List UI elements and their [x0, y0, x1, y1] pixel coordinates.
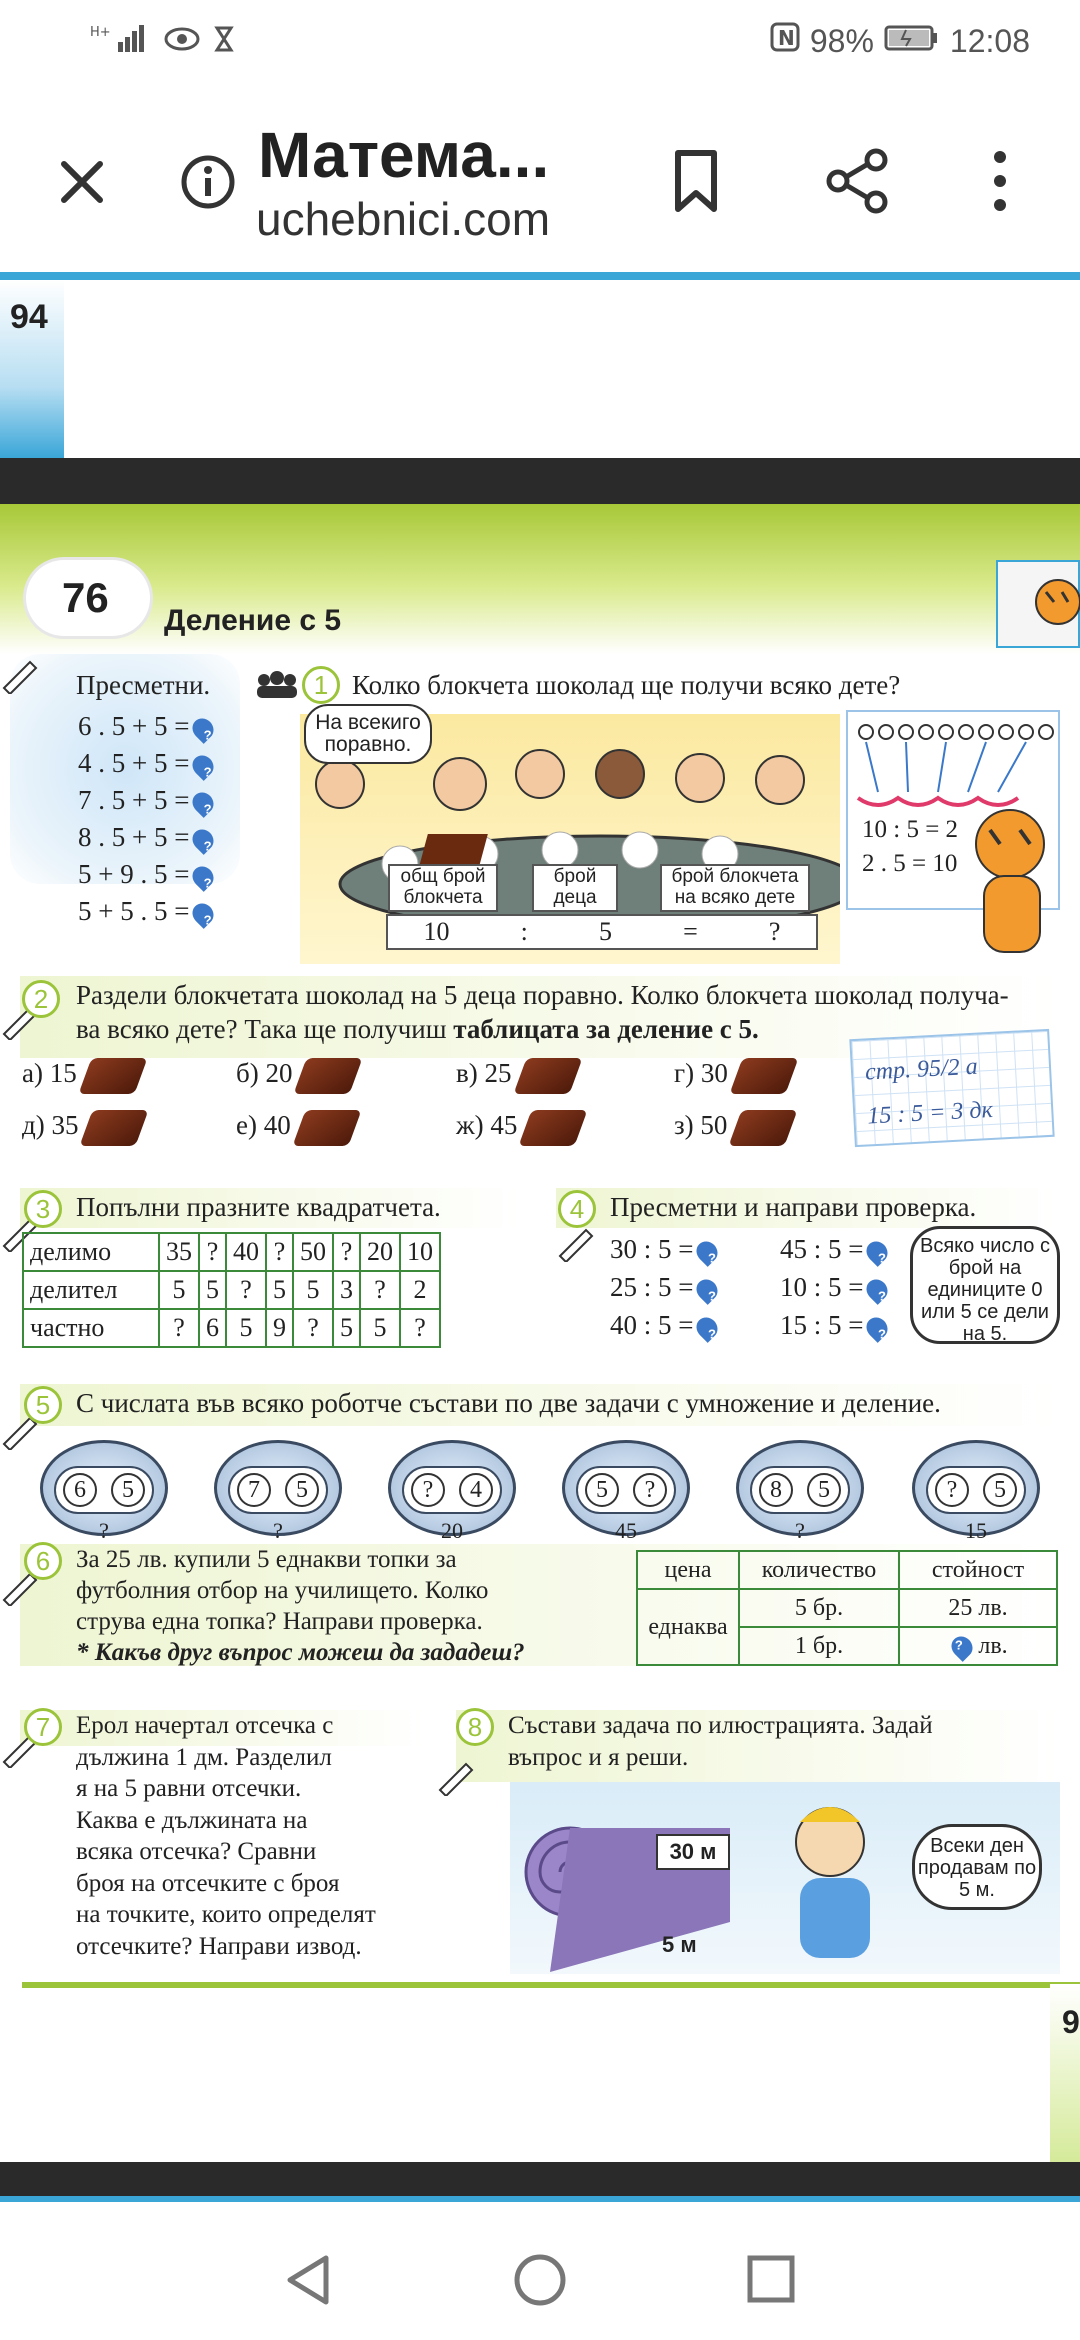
eq-value: 10 [423, 917, 450, 946]
roll-length-label: 30 м [656, 1834, 730, 1870]
pencil-icon [436, 1756, 476, 1801]
table-cell: 5 [266, 1271, 293, 1309]
robot-card [388, 1440, 516, 1544]
chocolate-icon [729, 1110, 798, 1146]
speech-bubble: На всекиго поравно. [304, 704, 432, 764]
table-cell: 35 [159, 1233, 199, 1271]
lesson-title: Деление с 5 [164, 604, 342, 637]
answer-pin-icon [863, 1275, 893, 1305]
warmup-label: Пресметни. [76, 670, 211, 700]
page-separator [0, 458, 1080, 504]
robot-card [912, 1440, 1040, 1544]
chocolate-icon [513, 1058, 582, 1094]
tiger-mascot-image [996, 560, 1080, 648]
note-line: стр. 95/2 а [864, 1053, 979, 1086]
table-cell: ? [293, 1309, 333, 1347]
answer-pin-icon [189, 899, 219, 929]
table-cell: ? [360, 1271, 400, 1309]
chocolate-item: ж) 45 [456, 1110, 581, 1146]
task3-table [22, 1232, 441, 1348]
robot-face [228, 1466, 328, 1514]
nfc-icon [770, 22, 800, 60]
task2-text2 [76, 1014, 759, 1045]
hourglass-icon [214, 24, 234, 61]
eq-operator: : [520, 917, 528, 946]
chocolate-icon [294, 1058, 363, 1094]
page-title: Матема... [258, 119, 550, 191]
task4-item: 25 : 5 =? [610, 1268, 717, 1306]
task2-items [22, 1058, 842, 1168]
chocolate-icon [729, 1058, 798, 1094]
lesson-number: 76 [62, 574, 109, 621]
table-cell: 25 лв. [899, 1589, 1057, 1627]
info-icon[interactable] [176, 150, 240, 214]
toolbar-divider [0, 272, 1080, 280]
answer-pin-icon [863, 1237, 893, 1267]
warmup-item: 7 . 5 + 5 =? [78, 782, 213, 819]
previous-page-area [0, 280, 1080, 458]
task4-item: 30 : 5 =? [610, 1230, 717, 1268]
task6-number: 6 [24, 1542, 62, 1580]
table-cell: 5 бр. [739, 1589, 899, 1627]
cut-length-label: 5 м [662, 1932, 697, 1957]
notebook-note [849, 1029, 1054, 1147]
task8-line: Състави задача по илюстрацията. Задай [508, 1712, 933, 1739]
table-cell: 1 бр. [739, 1627, 899, 1665]
task2-number: 2 [22, 980, 60, 1018]
share-icon[interactable] [822, 146, 892, 216]
table-row [23, 1233, 440, 1271]
chocolate-item: г) 30 [674, 1058, 792, 1094]
robot-card [214, 1440, 342, 1544]
task4-number: 4 [558, 1190, 596, 1228]
task7-line: я на 5 равни отсечки. [76, 1775, 302, 1802]
task7-number: 7 [24, 1708, 62, 1746]
task1-number: 1 [302, 666, 340, 704]
table-row [23, 1271, 440, 1309]
task6-line: За 25 лв. купили 5 еднакви топки за [76, 1546, 457, 1573]
table-header: цена [637, 1551, 739, 1589]
task6-text [76, 1544, 525, 1668]
table-cell: 2 [400, 1271, 440, 1309]
svg-text:N: N [777, 26, 795, 50]
table-cell: 3 [333, 1271, 360, 1309]
task1-equation [386, 914, 818, 950]
label-children: брой деца [532, 864, 618, 912]
task5-text: С числата във всяко роботче състави по две задачи с умножение и деление. [76, 1388, 941, 1418]
chocolate-item: в) 25 [456, 1058, 576, 1094]
task4-text: Пресметни и направи проверка. [610, 1192, 977, 1222]
task3-number: 3 [24, 1190, 62, 1228]
pencil-icon [0, 654, 40, 699]
task7-line: броя на отсечките с броя [76, 1869, 340, 1897]
task7-line: на точките, които определят [76, 1901, 376, 1928]
task2-text1: Раздели блокчетата шоколад на 5 деца поравно. Колко блокчета шоколад получа- [76, 980, 1009, 1010]
chocolate-item: е) 40 [236, 1110, 355, 1146]
table-header: количество [739, 1551, 899, 1589]
next-page-number: 9 [1062, 2004, 1080, 2040]
robot-face [750, 1466, 850, 1514]
note-line: 15 : 5 = 3 дк [866, 1096, 994, 1130]
robot-number: 6 [63, 1473, 97, 1507]
robot-face [576, 1466, 676, 1514]
task6-line: струва една топка? Направи проверка. [76, 1608, 483, 1635]
svg-text:H+: H+ [90, 25, 111, 40]
task7-line: Ерол начертал отсечка с [76, 1712, 334, 1739]
table-cell: 9 [266, 1309, 293, 1347]
robot-number: 5 [983, 1473, 1017, 1507]
previous-page-number: 94 [10, 298, 48, 336]
robot-result: ? [273, 1518, 283, 1543]
answer-pin-icon [693, 1237, 723, 1267]
task5-number: 5 [24, 1386, 62, 1424]
robot-number: 4 [459, 1473, 493, 1507]
chocolate-icon [78, 1058, 147, 1094]
page-separator [0, 2162, 1080, 2196]
task3-text: Попълни празните квадратчета. [76, 1192, 441, 1222]
label-each: брой блокчета на всяко дете [660, 864, 810, 912]
table-cell: 20 [360, 1233, 400, 1271]
answer-pin-icon [693, 1275, 723, 1305]
seller-speech-bubble: Всеки ден продавам по 5 м. [912, 1824, 1042, 1910]
table-row [637, 1589, 1057, 1627]
table-cell: ? [400, 1309, 440, 1347]
tiger-image [950, 804, 1080, 979]
chocolate-icon [80, 1110, 149, 1146]
task4-item: 10 : 5 =? [780, 1268, 887, 1306]
table-cell: ? [199, 1233, 226, 1271]
table-row [23, 1309, 440, 1347]
check-division: 10 : 5 = 2 [862, 816, 959, 843]
task8-line: въпрос и я реши. [508, 1744, 689, 1771]
task7-line: Каква е дължината на [76, 1806, 308, 1834]
eye-icon [164, 24, 200, 61]
warmup-item: 6 . 5 + 5 =? [78, 708, 213, 745]
robot-number: 7 [237, 1473, 271, 1507]
group-icon [254, 670, 300, 705]
table-cell: ? [159, 1309, 199, 1347]
warmup-item: 5 + 9 . 5 =? [78, 856, 213, 893]
task6-line: футболния отбор на училището. Колко [76, 1577, 489, 1604]
table-cell: ? [226, 1271, 266, 1309]
robot-number: ? [935, 1473, 969, 1507]
table-cell: 50 [293, 1233, 333, 1271]
label-total: общ брой блокчета [388, 864, 498, 912]
status-bar [0, 0, 1080, 84]
task2-text2-plain: ва всяко дете? Така ще получиш [76, 1014, 447, 1044]
table-cell: 5 [360, 1309, 400, 1347]
table-cell: 40 [226, 1233, 266, 1271]
page-bottom-line [22, 1982, 1080, 1988]
warmup-list [78, 708, 213, 930]
task7-line: отсечките? Направи извод. [76, 1932, 362, 1960]
robot-number: ? [411, 1473, 445, 1507]
table-cell: 6 [199, 1309, 226, 1347]
task7-line: дължина 1 дм. Разделил [76, 1743, 332, 1771]
task6-table [636, 1550, 1058, 1666]
eq-operator: = [683, 917, 698, 946]
chocolate-item: б) 20 [236, 1058, 356, 1094]
check-multiplication: 2 . 5 = 10 [862, 850, 958, 877]
recents-icon[interactable] [740, 2252, 800, 2313]
row-label: частно [23, 1309, 159, 1347]
chocolate-item: д) 35 [22, 1110, 142, 1146]
task8-number: 8 [456, 1708, 494, 1746]
robot-number: 8 [759, 1473, 793, 1507]
back-icon[interactable] [280, 2252, 340, 2313]
task6-extra-question: * Какъв друг въпрос можеш да зададеш? [76, 1639, 525, 1666]
robot-card [736, 1440, 864, 1544]
eq-value: 5 [599, 917, 612, 946]
cell-unit: лв. [978, 1632, 1008, 1659]
table-cell [899, 1627, 1057, 1665]
robot-number: 5 [807, 1473, 841, 1507]
task4-left-col [610, 1230, 717, 1344]
table-cell: 5 [226, 1309, 266, 1347]
task8-text [508, 1710, 933, 1774]
close-icon[interactable] [50, 150, 114, 214]
chocolate-item: з) 50 [674, 1110, 791, 1146]
battery-percent: 98% [809, 22, 874, 59]
bookmark-icon[interactable] [664, 146, 728, 216]
home-icon[interactable] [510, 2252, 570, 2313]
robot-result: ? [99, 1518, 109, 1543]
task7-text [76, 1710, 376, 1962]
table-cell: 10 [400, 1233, 440, 1271]
table-cell: 5 [293, 1271, 333, 1309]
table-cell: 5 [333, 1309, 360, 1347]
lesson-header-band [0, 504, 1080, 654]
task4-item: 15 : 5 =? [780, 1306, 887, 1344]
robot-result: ? [795, 1518, 805, 1543]
task4-item: 45 : 5 =? [780, 1230, 887, 1268]
robot-card [40, 1440, 168, 1544]
answer-pin-icon [947, 1632, 977, 1662]
task1-question: Колко блокчета шоколад ще получи всяко дете? [352, 670, 901, 700]
chocolate-icon [519, 1110, 588, 1146]
robot-result: 45 [615, 1518, 637, 1543]
robot-number: ? [633, 1473, 667, 1507]
chocolate-icon [292, 1110, 361, 1146]
table-cell: 5 [159, 1271, 199, 1309]
row-label: еднаква [637, 1589, 739, 1665]
textbook-page[interactable] [0, 504, 1080, 2162]
page-url: uchebnici.com [256, 193, 551, 245]
eq-unknown: ? [768, 917, 781, 946]
answer-pin-icon [693, 1313, 723, 1343]
task4-item: 40 : 5 =? [610, 1306, 717, 1344]
table-cell: ? [333, 1233, 360, 1271]
robot-number: 5 [285, 1473, 319, 1507]
row-label: делител [23, 1271, 159, 1309]
row-label: делимо [23, 1233, 159, 1271]
robot-face [926, 1466, 1026, 1514]
robot-number: 5 [111, 1473, 145, 1507]
table-header: стойност [899, 1551, 1057, 1589]
robot-face [54, 1466, 154, 1514]
warmup-item: 5 + 5 . 5 =? [78, 893, 213, 930]
chocolate-item: а) 15 [22, 1058, 141, 1094]
nav-divider [0, 2196, 1080, 2202]
task4-right-col [780, 1230, 887, 1344]
answer-pin-icon [863, 1313, 893, 1343]
clock-time: 12:08 [949, 22, 1030, 59]
table-header-row [637, 1551, 1057, 1589]
warmup-item: 4 . 5 + 5 =? [78, 745, 213, 782]
robot-result: 20 [441, 1518, 463, 1543]
robot-face [402, 1466, 502, 1514]
robot-result: 15 [965, 1518, 987, 1543]
rule-bubble: Всяко число с брой на единиците 0 или 5 се дели на 5. [910, 1226, 1060, 1344]
robot-card [562, 1440, 690, 1544]
more-options-icon[interactable] [980, 146, 1020, 216]
battery-icon [884, 23, 940, 60]
table-cell: ? [266, 1233, 293, 1271]
signal-icon [90, 22, 150, 62]
pencil-icon [556, 1222, 596, 1267]
robot-number: 5 [585, 1473, 619, 1507]
task7-line: всяка отсечка? Сравни [76, 1838, 317, 1865]
table-cell: 5 [199, 1271, 226, 1309]
task2-text2-bold: таблицата за деление с 5. [453, 1014, 759, 1044]
warmup-item: 8 . 5 + 5 =? [78, 819, 213, 856]
